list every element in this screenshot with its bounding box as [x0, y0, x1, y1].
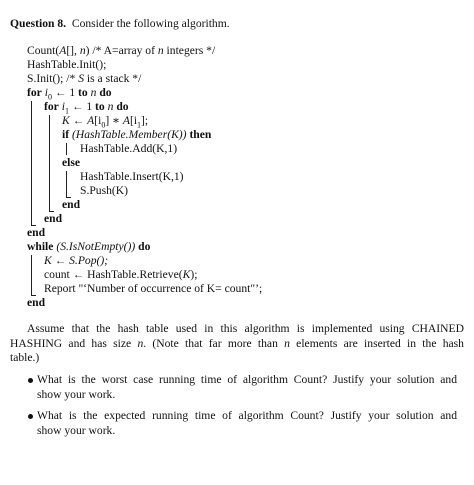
while-rule — [31, 255, 32, 295]
algo-line-7: if (HashTable.Member(K)) then — [62, 128, 212, 141]
paragraph-line-2: HASHING and has size n. (Note that far more than n elements are inserted in the hash — [10, 336, 464, 350]
algo-line-17: count ← HashTable.Retrieve(K); — [44, 268, 198, 281]
algo-line-1: Count(A[], n) /* A=array of n integers */ — [27, 44, 216, 57]
algo-line-14: end — [27, 226, 46, 239]
for-inner-rule-end — [49, 211, 54, 212]
algo-line-2: HashTable.Init(); — [27, 58, 107, 71]
for-outer-rule — [31, 101, 32, 225]
algo-line-12: end — [62, 198, 81, 211]
paragraph-line-1: Assume that the hash table used in this algorithm is implemented using CHAINED — [27, 322, 464, 335]
algo-line-10: HashTable.Insert(K,1) — [80, 170, 184, 183]
then-rule — [66, 143, 67, 155]
question-label: Question 8. — [10, 17, 67, 30]
question-intro: Consider the following algorithm. — [71, 17, 230, 30]
algo-line-11: S.Push(K) — [80, 184, 128, 197]
paragraph-line-3: table.) — [10, 351, 40, 364]
algo-line-3: S.Init(); /* S is a stack */ — [27, 72, 142, 85]
else-rule-end — [66, 197, 71, 198]
question-heading — [10, 17, 230, 31]
algo-line-8: HashTable.Add(K,1) — [80, 142, 178, 155]
algo-line-18: Report "‘Number of occurrence of K= count"’; — [44, 282, 263, 295]
algo-line-4: for $i_0$ ← 1 to n do — [27, 86, 112, 102]
for-outer-rule-end — [31, 225, 36, 226]
algo-line-13: end — [44, 212, 63, 225]
else-rule — [66, 171, 67, 197]
algo-line-9: else — [62, 156, 81, 169]
for-inner-rule — [49, 115, 50, 211]
algo-line-6: K ← $A[i_0]$ ∗ $A[i_1]$; — [62, 114, 149, 130]
bullet-dot-1 — [28, 378, 33, 383]
algo-line-5: for $i_1$ ← 1 to n do — [44, 100, 129, 116]
algo-line-15: while (S.IsNotEmpty()) do — [27, 240, 151, 253]
algo-line-19: end — [27, 296, 46, 309]
question-item-1: What is the worst case running time of algorithm Count? Justify your solution and show your work. — [37, 373, 457, 401]
while-rule-end — [31, 295, 36, 296]
algo-line-16: K ← S.Pop(); — [44, 254, 109, 267]
bullet-dot-2 — [28, 414, 33, 419]
question-item-2: What is the expected running time of algorithm Count? Justify your solution and show your work. — [37, 409, 457, 437]
assumption-paragraph — [10, 322, 464, 366]
